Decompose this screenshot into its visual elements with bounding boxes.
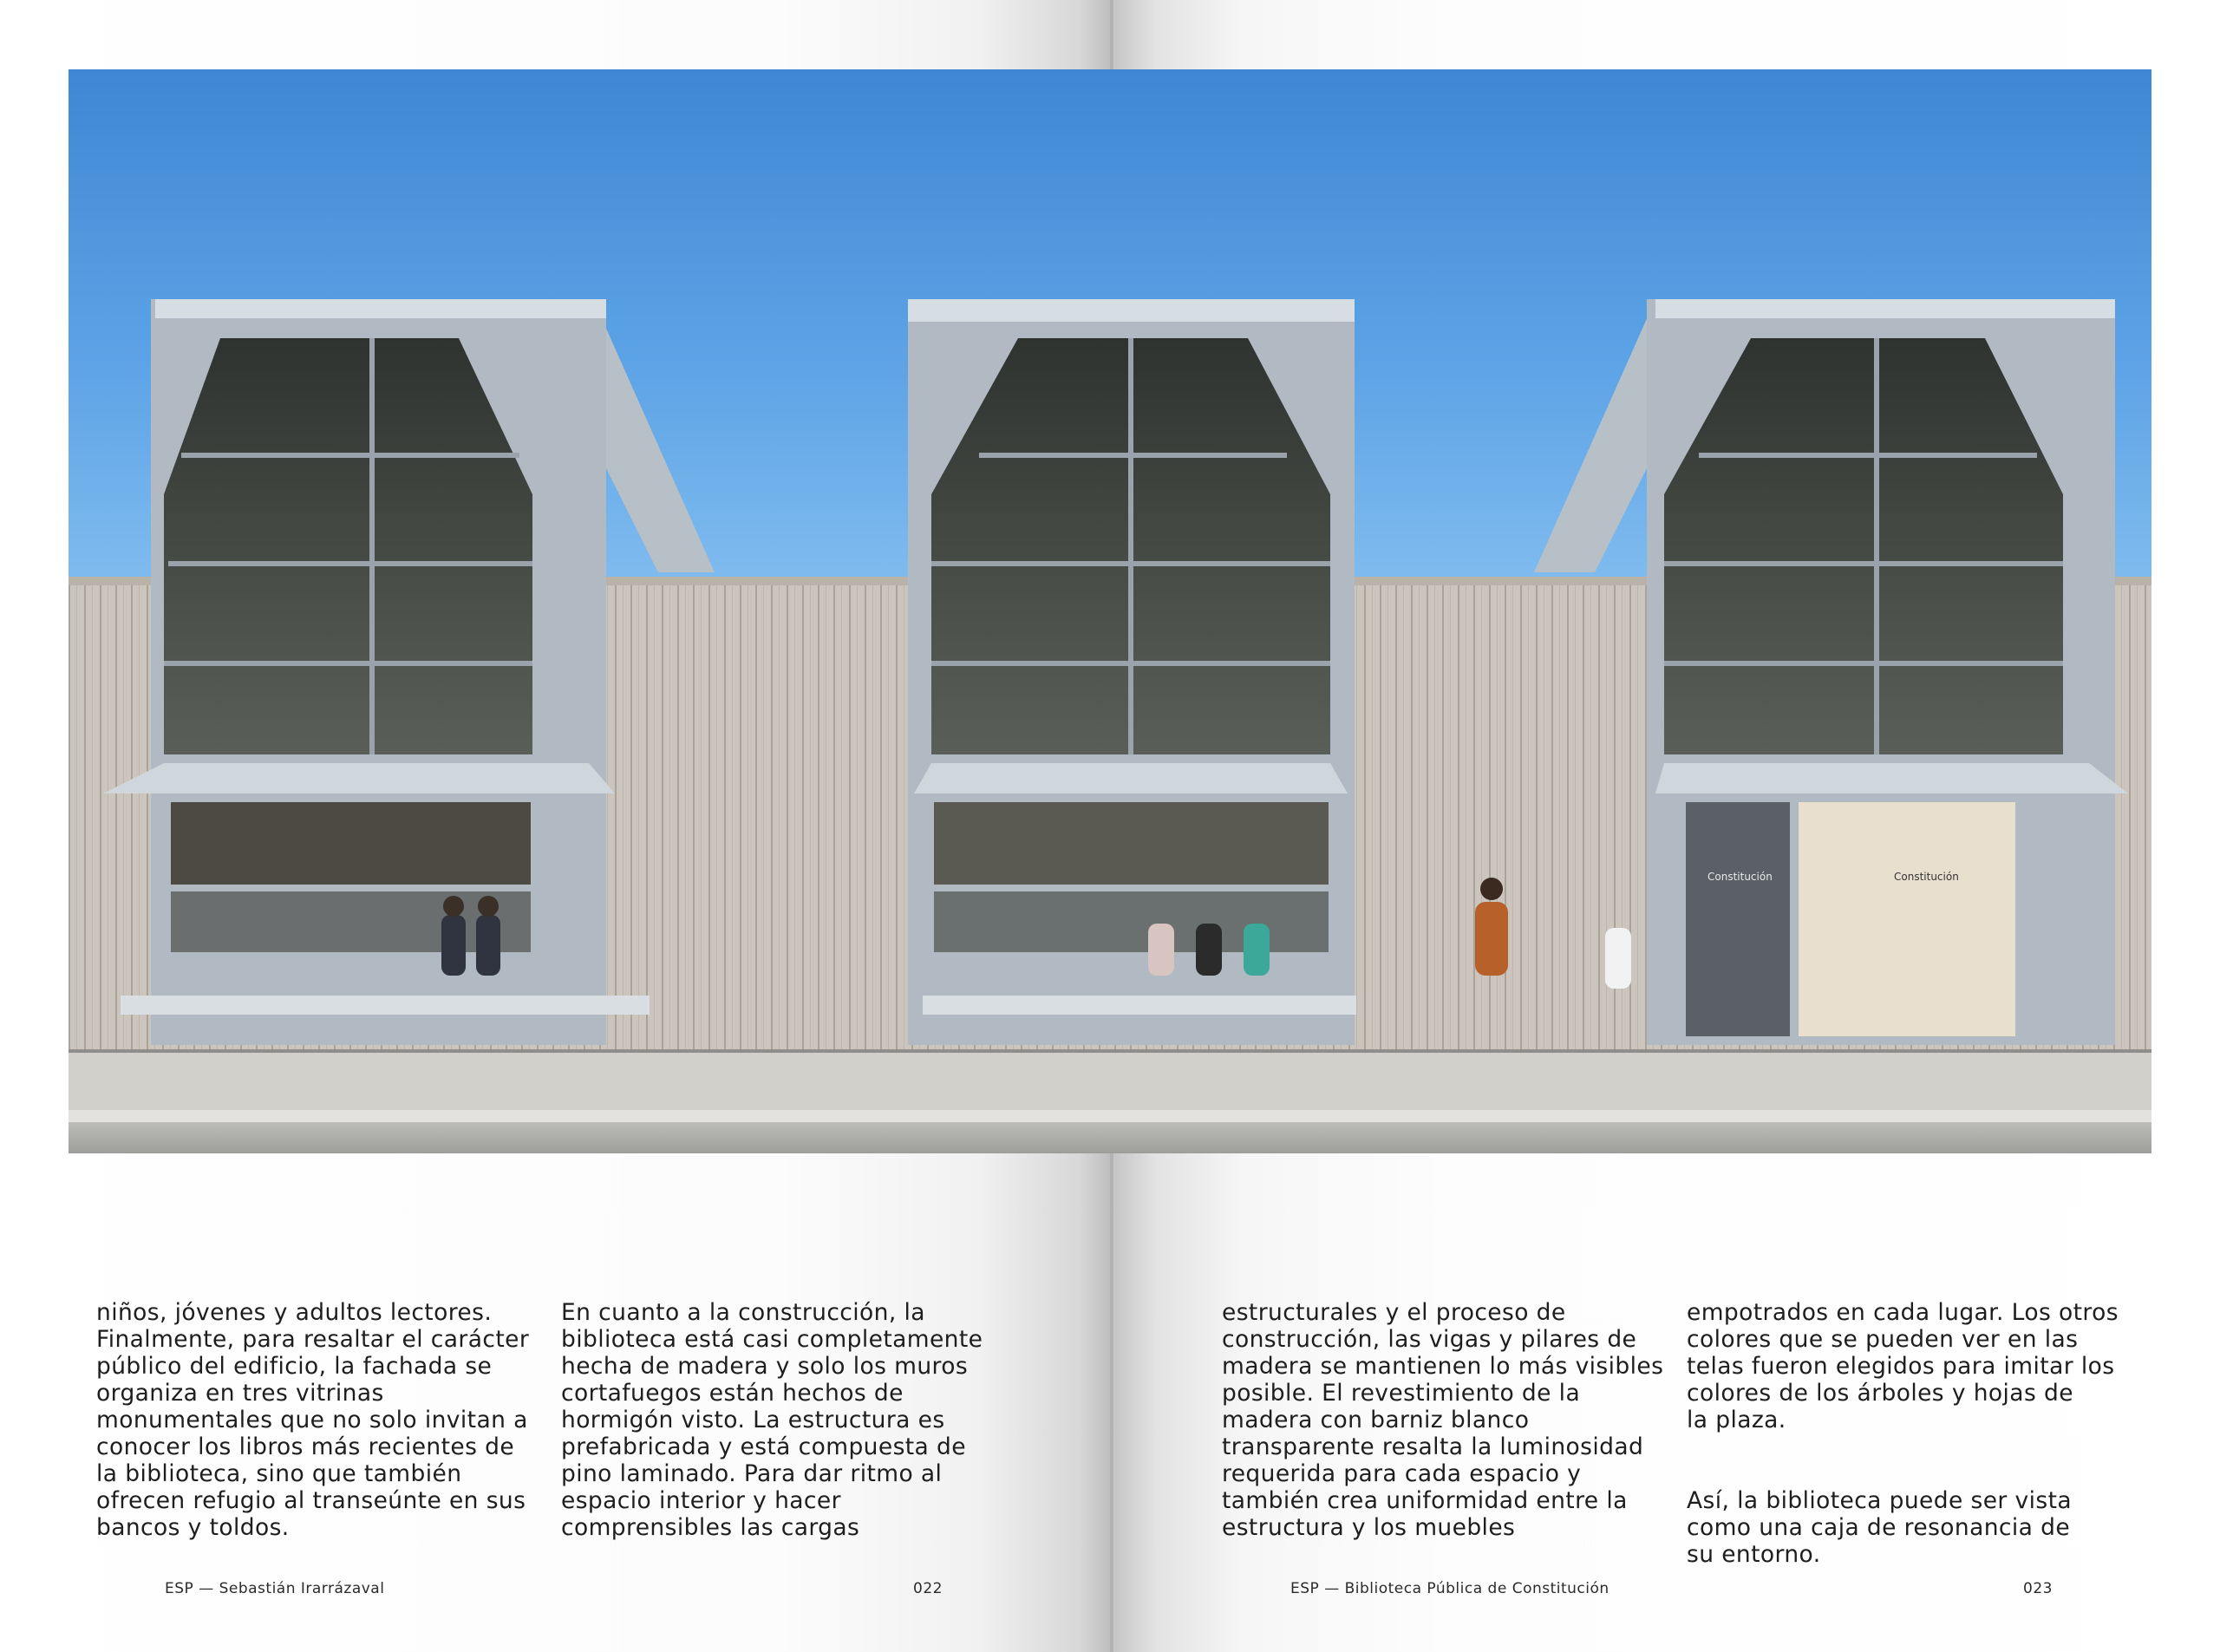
paragraph: Así, la biblioteca puede ser vista como una caja de resonancia de su entorno. <box>1687 1487 2073 1568</box>
sign-entrance: Constitución <box>1894 871 1959 883</box>
text-column-1 <box>96 1272 547 1568</box>
text-column-4 <box>1687 1272 2138 1595</box>
text-column-2 <box>561 1272 1012 1568</box>
paragraph: En cuanto a la construcción, la biblioteca está casi completamente hecha de madera y solo los muros cortafuegos están hechos de hormigón visto. La estructura es prefabricada y está compuesta de pino laminado. Para dar ritmo al espacio interior y hacer comprensibles las cargas <box>561 1299 983 1541</box>
left-running-head: ESP — Sebastián Irarrázaval <box>165 1580 385 1597</box>
library-facade-photo <box>69 69 2151 1153</box>
text-column-3 <box>1222 1272 1673 1568</box>
paragraph: niños, jóvenes y adultos lectores. Finalmente, para resaltar el carácter público del edificio, la fachada se organiza en tres vitrinas monumentales que no solo invitan a conocer los libros más recientes de la biblioteca, sino que también ofrecen refugio al transeúnte en sus bancos y toldos. <box>96 1299 530 1541</box>
left-page-number: 022 <box>913 1580 943 1597</box>
right-running-head: ESP — Biblioteca Pública de Constitución <box>1290 1580 1610 1597</box>
sign-door: Constitución <box>1707 871 1773 883</box>
paragraph: estructurales y el proceso de construcción, las vigas y pilares de madera se mantienen lo más visibles posible. El revestimiento de la madera con barniz blanco transparente resalta la luminosidad requerida para cada espacio y también crea uniformidad entre la estructura y los muebles <box>1222 1299 1664 1541</box>
right-page-number: 023 <box>2023 1580 2053 1597</box>
vitrine-center <box>908 299 1356 1045</box>
paragraph: empotrados en cada lugar. Los otros colores que se pueden ver en las telas fueron elegidos para imitar los colores de los árboles y hojas de la plaza. <box>1687 1299 2119 1433</box>
